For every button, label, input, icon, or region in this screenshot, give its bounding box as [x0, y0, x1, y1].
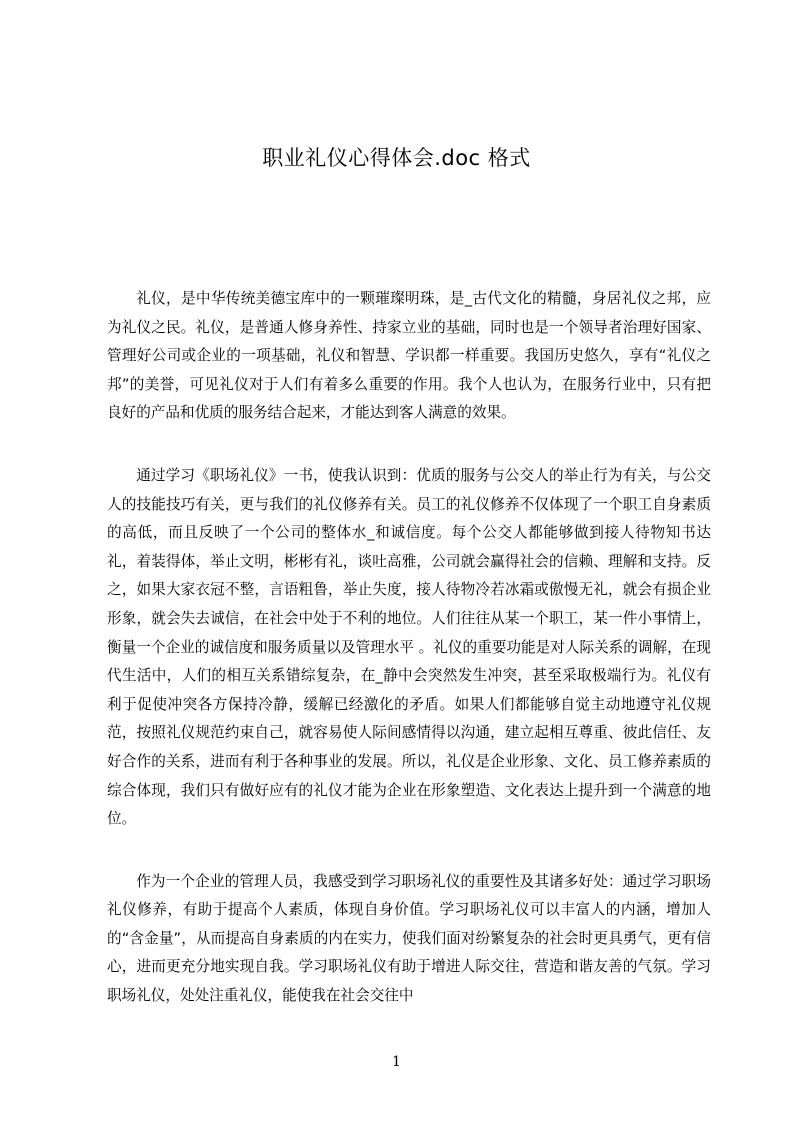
- page-number: 1: [392, 1054, 401, 1070]
- paragraph-2: 通过学习《职场礼仪》一书，使我认识到：优质的服务与公交人的举止行为有关，与公交人的技能技巧有关，更与我们的礼仪修养有关。员工的礼仪修养不仅体现了一个职工自身素质的高低，而且反映了一个公司的整体水_和诚信度。每个公交人都能够做到接人待物知书达礼，着装得体，举止文明，彬彬有礼，谈吐高雅，公司就会赢得社会的信赖、理解和支持。反之，如果大家衣冠不整，言语粗鲁，举止失度，接人待物冷若冰霜或傲慢无礼，就会有损企业形象，就会失去诚信，在社会中处于不利的地位。人们往往从某一个职工，某一件小事情上，衡量一个企业的诚信度和服务质量以及管理水平 。礼仪的重要功能是对人际关系的调解，在现代生活中，人们的相互关系错综复杂，在_静中会突然发生冲突，甚至采取极端行为。礼仪有利于促使冲突各方保持冷静，缓解已经激化的矛盾。如果人们都能够自觉主动地遵守礼仪规范，按照礼仪规范约束自己，就容易使人际间感情得以沟通，建立起相互尊重、彼此信任、友好合作的关系，进而有利于各种事业的发展。所以，礼仪是企业形象、文化、员工修养素质的综合体现，我们只有做好应有的礼仪才能为企业在形象塑造、文化表达上提升到一个满意的地位。: [107, 466, 711, 828]
- document-title: 职业礼仪心得体会.doc 格式: [262, 146, 531, 170]
- paragraph-3: 作为一个企业的管理人员，我感受到学习职场礼仪的重要性及其诸多好处：通过学习职场礼仪修养，有助于提高个人素质，体现自身价值。学习职场礼仪可以丰富人的内涵，增加人的“含金量”，从而提高自身素质的内在实力，使我们面对纷繁复杂的社会时更具勇气，更有信心，进而更充分地实现自我。学习职场礼仪有助于增进人际交往，营造和谐友善的气氛。学习职场礼仪，处处注重礼仪，能使我在社会交往中: [107, 872, 711, 1005]
- paragraph-1: 礼仪，是中华传统美德宝库中的一颗璀璨明珠，是_古代文化的精髓，身居礼仪之邦，应为礼仪之民。礼仪，是普通人修身养性、持家立业的基础，同时也是一个领导者治理好国家、管理好公司或企业的一项基础，礼仪和智慧、学识都一样重要。我国历史悠久，享有“礼仪之邦”的美誉，可见礼仪对于人们有着多么重要的作用。我个人也认为，在服务行业中，只有把良好的产品和优质的服务结合起来，才能达到客人满意的效果。: [107, 290, 711, 422]
- document-body: [107, 285, 711, 1045]
